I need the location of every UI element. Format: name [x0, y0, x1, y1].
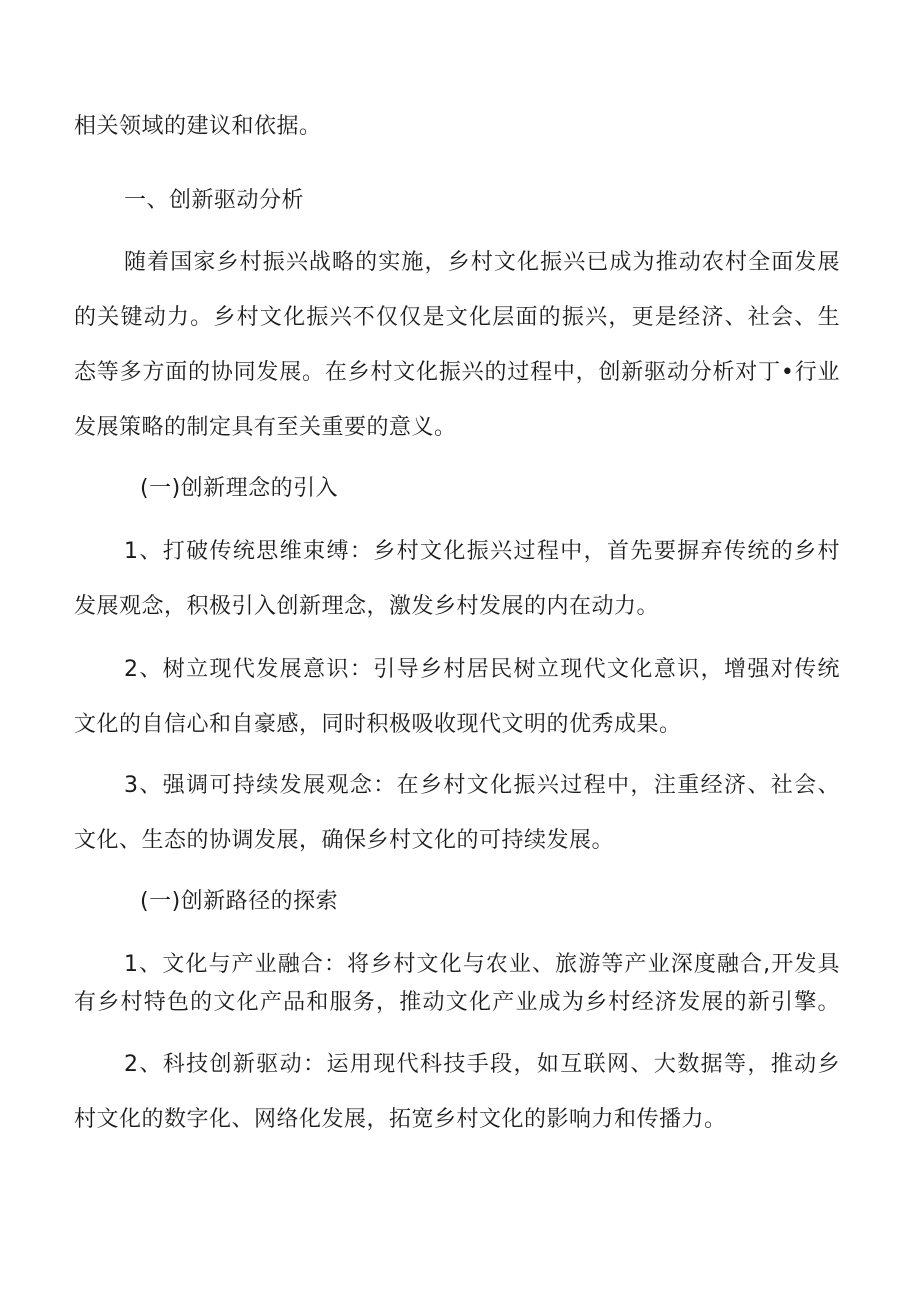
paragraph-line: 的关键动力。乡村文化振兴不仅仅是文化层面的振兴，更是经济、社会、生	[74, 305, 840, 330]
paragraph-line: 态等多方面的协同发展。在乡村文化振兴的过程中，创新驱动分析对丁•行业	[74, 360, 840, 385]
paragraph-line: 随着国家乡村振兴战略的实施，乡村文化振兴已成为推动农村全面发展	[124, 250, 840, 275]
paragraph-line: 2、树立现代发展意识：引导乡村居民树立现代文化意识，增强对传统	[124, 657, 840, 682]
paragraph-line: 1、文化与产业融合：将乡村文化与农业、旅游等产业深度融合,开发具	[124, 952, 840, 977]
paragraph-line: 有乡村特色的文化产品和服务，推动文化产业成为乡村经济发展的新引擎。	[74, 990, 840, 1015]
paragraph-continuation-line: 相关领域的建议和依据。	[74, 114, 322, 139]
paragraph-line: 发展策略的制定具有至关重要的意义。	[74, 415, 457, 440]
section-heading: 一、创新驱动分析	[124, 188, 305, 213]
paragraph-line: 发展观念，积极引入创新理念，激发乡村发展的内在动力。	[74, 594, 660, 619]
paragraph-line: 3、强调可持续发展观念：在乡村文化振兴过程中，注重经济、社会、	[124, 773, 840, 798]
paragraph-line: 2、科技创新驱动：运用现代科技手段，如互联网、大数据等，推动乡	[124, 1052, 840, 1077]
paragraph-line: 1、打破传统思维束缚：乡村文化振兴过程中，首先要摒弃传统的乡村	[124, 539, 840, 564]
subsection-heading: (一)创新路径的探索	[140, 889, 339, 914]
paragraph-line: 文化、生态的协调发展，确保乡村文化的可持续发展。	[74, 828, 615, 853]
paragraph-line: 文化的自信心和自豪感，同时积极吸收现代文明的优秀成果。	[74, 712, 682, 737]
subsection-heading: (一)创新理念的引入	[140, 476, 339, 501]
paragraph-line: 村文化的数字化、网络化发展，拓宽乡村文化的影响力和传播力。	[74, 1107, 727, 1132]
